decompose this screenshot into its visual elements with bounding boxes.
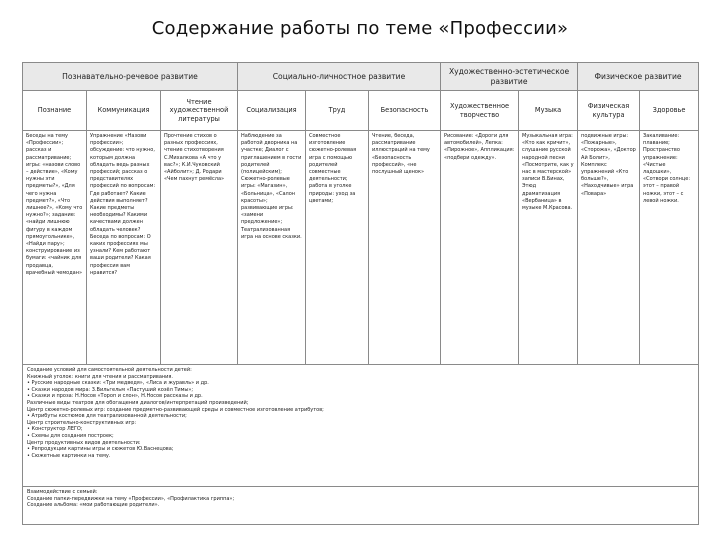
group-social: Социально-личностное развитие xyxy=(238,63,441,91)
content-cell: Прочтение стихов о разных профессиях, чтение стихотворения С.Михалкова «А что у вас?»; К.И.Чуковский «Айболит»; Д. Родари «Чем пахнут ремёсла» xyxy=(161,131,238,365)
col-header: Безопасность xyxy=(369,91,441,131)
col-header: Чтение художественной литературы xyxy=(161,91,238,131)
content-cell: Упражнение «Назови профессии»; обсуждение: что нужно, которым должна обладать ведь разных профессий; рассказ о представителях профессий по вопросам: Где работает? Какие действия выполняет? Какие предметы необходимы? Какими качествами должен обладать человек? Беседа по вопросам: О каких профессиях мы узнали? Кем работают ваши родители? Какая профессия вам нравится? xyxy=(87,131,161,365)
col-header: Художественное творчество xyxy=(441,91,519,131)
content-cell: Беседы на тему «Профессии»; рассказ и рассматривание; игры: «назови слово – действие», «Кому нужны эти предметы?», «Для чего нужна предмет?», «Что лишнее?», «Кому что нужно?»; задание: «найди лишнюю фигуру в каждом прямоугольнике», «Найди пару»; конструирование из бумаги: «чайник для продавца, врачебный чемодан» xyxy=(23,131,87,365)
col-header: Физическая культура xyxy=(578,91,640,131)
content-cell: Рисование: «Дороги для автомобилей», Лепка: «Пирожное», Аппликация: «подбери одежду». xyxy=(441,131,519,365)
col-header: Познание xyxy=(23,91,87,131)
content-cell: подвижные игры: «Пожарные», «Сторожа», «Доктор Ай Болит», Комплекс упражнений «Кто больше?», «Находчивые» игра «Повара» xyxy=(578,131,640,365)
group-artistic: Художественно-эстетическое развитие xyxy=(441,63,578,91)
environment-conditions: Создание условий для самостоятельной деятельности детей: Книжный уголок: книги для чтения и рассматривания. • Русские народные сказки: «Три медведя», «Лиса и журавль» и др. • Сказки народов мира: 3.Вильгельм «Пастуший козёл Тимы»; • Сказки и проза: Н.Носов «Тороп и слон», Н.Носов рассказы и др. Различные виды театров для обогащения диалогов/интерпретаций произведений; Центр сюжетно-ролевых игр: создание предметно-развивающей среды и совместное изготовление атрибутов; • Атрибуты костюмов для театрализованной деятельности; Центр строительно-конструктивных игр: • Конструктор ЛЕГО; • Схемы для создания построек; Центр продуктивных видов деятельности: • Репродукции картины игры и сюжетов Ю.Васнецова; • Сюжетные картинки на тему. xyxy=(23,365,699,487)
family-interaction: Взаимодействие с семьей: Создание папки-передвижки на тему «Профессии», «Профилактика гриппа»; Создание альбома: «мои работающие родители». xyxy=(23,487,699,525)
plan-table xyxy=(22,62,699,525)
col-header: Труд xyxy=(306,91,369,131)
col-header: Здоровье xyxy=(640,91,699,131)
content-cell: Совместное изготовление сюжетно-ролевая игра с помощью родителей совместные деятельности; работа в уголке природы: уход за цветами; xyxy=(306,131,369,365)
content-cell: Музыкальная игра: «Кто как кричит», слушание русской народной песни «Посмотрите, как у нас в мастерской» записи В.Бинах, Этюд драматизация «Вербаница» в музыке М.Красова. xyxy=(519,131,578,365)
col-header: Коммуникация xyxy=(87,91,161,131)
content-cell: Закаливание: плавание; Пространство упражнение: «Чистые ладошки», «Сотвори солнце: этот – правой ножки, этот – с левой ножки. xyxy=(640,131,699,365)
page-title: Содержание работы по теме «Профессии» xyxy=(151,18,569,39)
group-cognitive: Познавательно-речевое развитие xyxy=(23,63,238,91)
content-cell: Чтение, беседа, рассматривание иллюстраций на тему «Безопасность профессий», «не послушный щенок» xyxy=(369,131,441,365)
col-header: Социализация xyxy=(238,91,306,131)
col-header: Музыка xyxy=(519,91,578,131)
group-physical: Физическое развитие xyxy=(578,63,699,91)
content-cell: Наблюдение за работой дворника на участке; Диалог с приглашением в гости родителей (полицейским); Сюжетно-ролевые игры: «Магазин», «Больница», «Салон красоты»; развивающие игры: «замени предложение»; Театрализованная игра на основе сказки. xyxy=(238,131,306,365)
